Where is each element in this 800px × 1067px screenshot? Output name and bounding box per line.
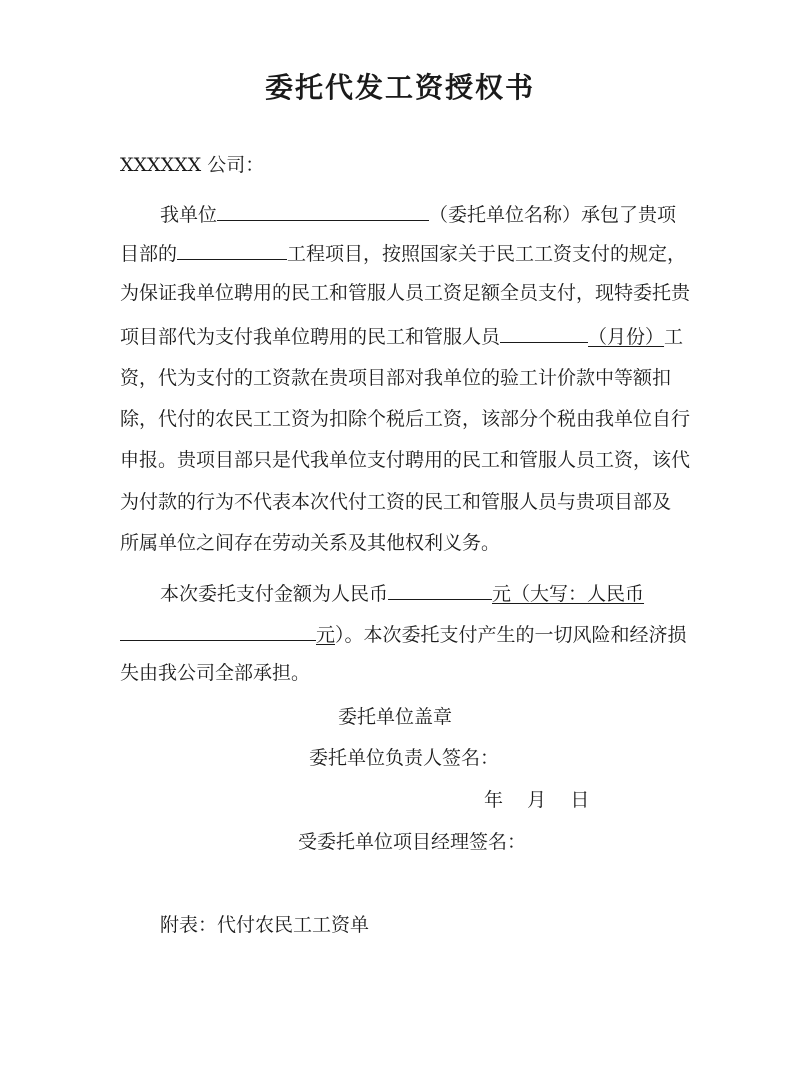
seal-label: 委托单位盖章 bbox=[338, 706, 453, 728]
responsible-signature-label: 委托单位负责人签名： bbox=[309, 747, 500, 769]
paragraph-2-line-2 bbox=[120, 620, 687, 648]
text-segment: ）。本次委托支付产生的一切风险和经济损 bbox=[335, 624, 687, 646]
paragraph-1-line-2 bbox=[120, 239, 686, 267]
paragraph-1-line-4 bbox=[120, 322, 683, 350]
paragraph-1-line-9: 所属单位之间存在劳动关系及其他权利义务。 bbox=[120, 532, 501, 554]
text-segment: （委托单位名称）承包了贵项 bbox=[429, 204, 677, 226]
document-title: 委托代发工资授权书 bbox=[264, 71, 535, 104]
text-segment: 元 bbox=[316, 624, 336, 646]
paragraph-1-line-8: 为付款的行为不代表本次代付工资的民工和管服人员与贵项目部及 bbox=[120, 491, 672, 513]
company-name-blank bbox=[217, 200, 429, 221]
paragraph-2-line-3: 失由我公司全部承担。 bbox=[120, 662, 311, 684]
text-segment: 工程项目，按照国家关于民工工资支付的规定， bbox=[287, 243, 687, 265]
date-label: 年 月 日 bbox=[484, 789, 590, 811]
text-segment: 项目部代为支付我单位聘用的民工和管服人员 bbox=[120, 326, 501, 348]
paragraph-1-line-1 bbox=[160, 200, 676, 228]
project-name-blank bbox=[177, 239, 287, 260]
text-segment: 我单位 bbox=[160, 204, 218, 226]
paragraph-1-line-5: 资，代为支付的工资款在贵项目部对我单位的验工计价款中等额扣 bbox=[120, 367, 672, 389]
paragraph-1-line-6: 除，代付的农民工工资为扣除个税后工资，该部分个税由我单位自行 bbox=[120, 408, 691, 430]
text-segment: 工 bbox=[664, 326, 684, 348]
text-segment: 目部的 bbox=[120, 243, 178, 265]
appendix-note: 附表：代付农民工工资单 bbox=[160, 914, 370, 936]
salutation: XXXXXX 公司： bbox=[120, 154, 265, 176]
amount-figures-blank bbox=[388, 579, 492, 600]
amount-words-blank bbox=[120, 620, 316, 641]
amount-label: 元（大写：人民币 bbox=[492, 583, 645, 605]
text-segment: 本次委托支付金额为人民币 bbox=[160, 583, 389, 605]
month-label: （月份） bbox=[588, 326, 665, 348]
paragraph-1-line-3: 为保证我单位聘用的民工和管服人员工资足额全员支付，现特委托贵 bbox=[120, 282, 691, 304]
paragraph-1-line-7: 申报。贵项目部只是代我单位支付聘用的民工和管服人员工资，该代 bbox=[120, 449, 691, 471]
paragraph-2-line-1 bbox=[160, 579, 644, 607]
month-blank bbox=[500, 322, 588, 343]
manager-signature-label: 受委托单位项目经理签名： bbox=[298, 831, 527, 853]
